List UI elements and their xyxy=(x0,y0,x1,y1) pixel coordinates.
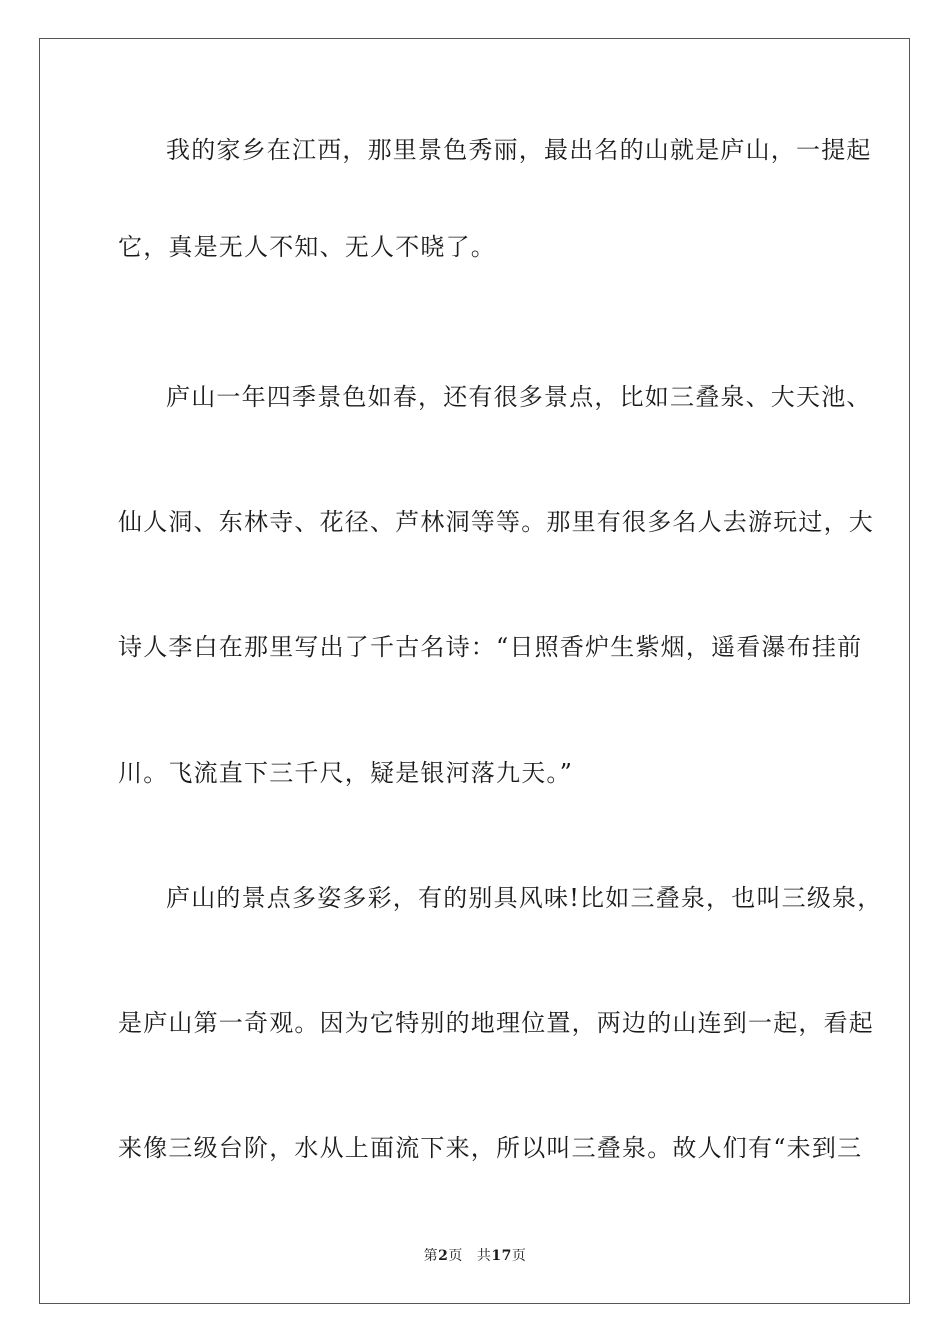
paragraph-3-line-1: 庐山的景点多姿多彩，有的别具风味!比如三叠泉，也叫三级泉， xyxy=(166,884,883,912)
page-footer xyxy=(0,1247,950,1265)
paragraph-1-line-1: 我的家乡在江西，那里景色秀丽，最出名的山就是庐山，一提起 xyxy=(166,136,872,164)
total-suffix: 页 xyxy=(511,1248,527,1264)
paragraph-2-line-3: 诗人李白在那里写出了千古名诗：“日照香炉生紫烟，遥看瀑布挂前 xyxy=(118,633,863,661)
page-border xyxy=(39,38,910,1304)
current-page-number: 2 xyxy=(438,1248,449,1264)
paragraph-3-line-3: 来像三级台阶，水从上面流下来，所以叫三叠泉。故人们有“未到三 xyxy=(118,1134,863,1162)
paragraph-1-line-2: 它，真是无人不知、无人不晓了。 xyxy=(118,233,496,261)
page-prefix: 第 xyxy=(423,1248,439,1264)
total-prefix: 共 xyxy=(476,1248,492,1264)
paragraph-2-line-4: 川。飞流直下三千尺，疑是银河落九天。” xyxy=(118,759,574,787)
paragraph-2-line-1: 庐山一年四季景色如春，还有很多景点，比如三叠泉、大天池、 xyxy=(166,383,872,411)
paragraph-3-line-2: 是庐山第一奇观。因为它特别的地理位置，两边的山连到一起，看起 xyxy=(118,1009,874,1037)
total-pages-number: 17 xyxy=(491,1248,512,1264)
paragraph-2-line-2: 仙人洞、东林寺、花径、芦林洞等等。那里有很多名人去游玩过，大 xyxy=(118,508,874,536)
page-suffix: 页 xyxy=(448,1248,463,1264)
